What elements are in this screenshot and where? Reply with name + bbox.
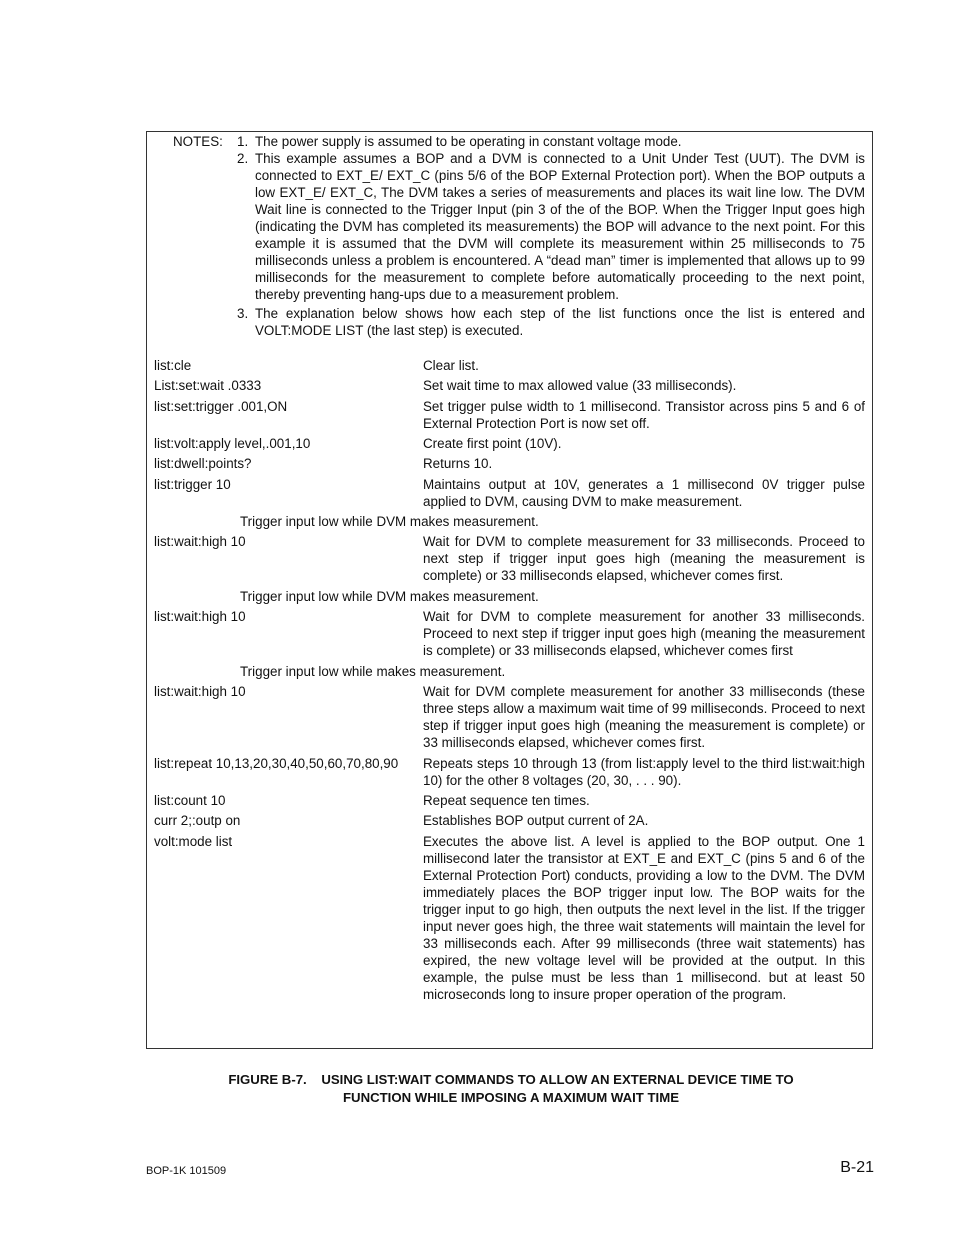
command-text: list:wait:high 10	[154, 609, 246, 624]
command-text: list:count 10	[154, 793, 226, 808]
interlude-text: Trigger input low while DVM makes measurement.	[240, 514, 539, 529]
command-description: Executes the above list. A level is applied to the BOP output. One 1 millisecond later the transistor at EXT_E and EXT_C (pins 5 and 6 of the External Protection Port) conducts, providing a low to the DVM. The DVM immediately places the BOP trigger input low. The BOP waits for the trigger input to go high, then outputs the next level in the list. If the trigger input never goes high, the three wait statements will maintain the level for 33 milliseconds each. After 99 milliseconds (three wait statements) has expired, the new voltage level will be provided at the output. In this example, the pulse must be less than 1 millisecond. but at least 50 microseconds long to insure proper operation of the program.	[423, 834, 865, 1002]
note-text: This example assumes a BOP and a DVM is connected to a Unit Under Test (UUT). The DVM is connected to EXT_E/ EXT_C (pins 5/6 of the BOP External Protection port). When the BOP outputs a low EXT_E/ EXT_C, The DVM takes a series of measurements and places its wait line low. The DVM Wait line is connected to the Trigger Input (pin 3 of the of the BOP. When the Trigger Input goes high (indicating the DVM has completed its measurements) the BOP will advance to the next point. For this example it is assumed that the DVM will complete its measurement within 25 milliseconds to 75 milliseconds unless a problem is encountered. A “dead man” timer is implemented that allows up to 99 milliseconds for the measurement to complete before automatically proceeding to the next point, thereby preventing hang-ups due to a measurement problem.	[255, 151, 865, 302]
command-text: curr 2;:outp on	[154, 813, 241, 828]
command-description: Create first point (10V).	[423, 436, 562, 451]
command-description: Repeats steps 10 through 13 (from list:apply level to the third list:wait:high 10) for the other 8 voltages (20, 30, . . . 90).	[423, 756, 865, 788]
command-description: Wait for DVM to complete measurement for another 33 milliseconds. Proceed to next step if trigger input goes high (meaning the measurement is complete) or 33 milliseconds elapsed, whichever comes first	[423, 609, 865, 658]
notes-label: NOTES:	[173, 134, 223, 149]
note-number: 2.	[237, 151, 249, 166]
command-text: list:dwell:points?	[154, 456, 252, 471]
document-id: BOP-1K 101509	[146, 1165, 227, 1177]
command-text: list:volt:apply level,.001,10	[154, 436, 311, 451]
interlude-text: Trigger input low while DVM makes measurement.	[240, 589, 539, 604]
command-description: Maintains output at 10V, generates a 1 millisecond 0V trigger pulse applied to DVM, causing DVM to make measurement.	[423, 477, 865, 509]
command-description: Set trigger pulse width to 1 millisecond. Transistor across pins 5 and 6 of External Protection Port is now set off.	[423, 399, 865, 431]
command-text: volt:mode list	[154, 834, 233, 849]
command-description: Wait for DVM complete measurement for another 33 milliseconds (these three steps allow a maximum wait time of 99 milliseconds. Proceed to next step if trigger input goes high (meaning the measurement is complete) or 33 milliseconds elapsed, whichever comes first.	[423, 684, 865, 750]
command-description: Wait for DVM to complete measurement for 33 milliseconds. Proceed to next step if trigger input goes high (meaning the measurement is complete) or 33 milliseconds elapsed, whichever comes first.	[423, 534, 865, 583]
command-text: list:repeat 10,13,20,30,40,50,60,70,80,90	[154, 756, 399, 771]
command-text: List:set:wait .0333	[154, 378, 262, 393]
page-number: B-21	[840, 1159, 874, 1176]
note-text: The power supply is assumed to be operating in constant voltage mode.	[255, 134, 682, 149]
command-description: Clear list.	[423, 358, 479, 373]
command-description: Set wait time to max allowed value (33 milliseconds).	[423, 378, 737, 393]
command-text: list:set:trigger .001,ON	[154, 399, 288, 414]
command-text: list:wait:high 10	[154, 684, 246, 699]
caption-line-2: FUNCTION WHILE IMPOSING A MAXIMUM WAIT TIME	[342, 1090, 679, 1105]
command-description: Establishes BOP output current of 2A.	[423, 813, 649, 828]
note-number: 3.	[237, 306, 249, 321]
note-number: 1.	[237, 134, 249, 149]
interlude-text: Trigger input low while makes measurement.	[240, 664, 506, 679]
figure-caption	[146, 1071, 876, 1107]
command-description: Repeat sequence ten times.	[423, 793, 590, 808]
command-text: list:wait:high 10	[154, 534, 246, 549]
command-text: list:trigger 10	[154, 477, 231, 492]
caption-line-1: FIGURE B-7. USING LIST:WAIT COMMANDS TO ALLOW AN EXTERNAL DEVICE TIME TO	[228, 1072, 794, 1087]
command-description: Returns 10.	[423, 456, 493, 471]
note-text: The explanation below shows how each step of the list functions once the list is entered and VOLT:MODE LIST (the last step) is executed.	[255, 306, 865, 338]
command-text: list:cle	[154, 358, 192, 373]
